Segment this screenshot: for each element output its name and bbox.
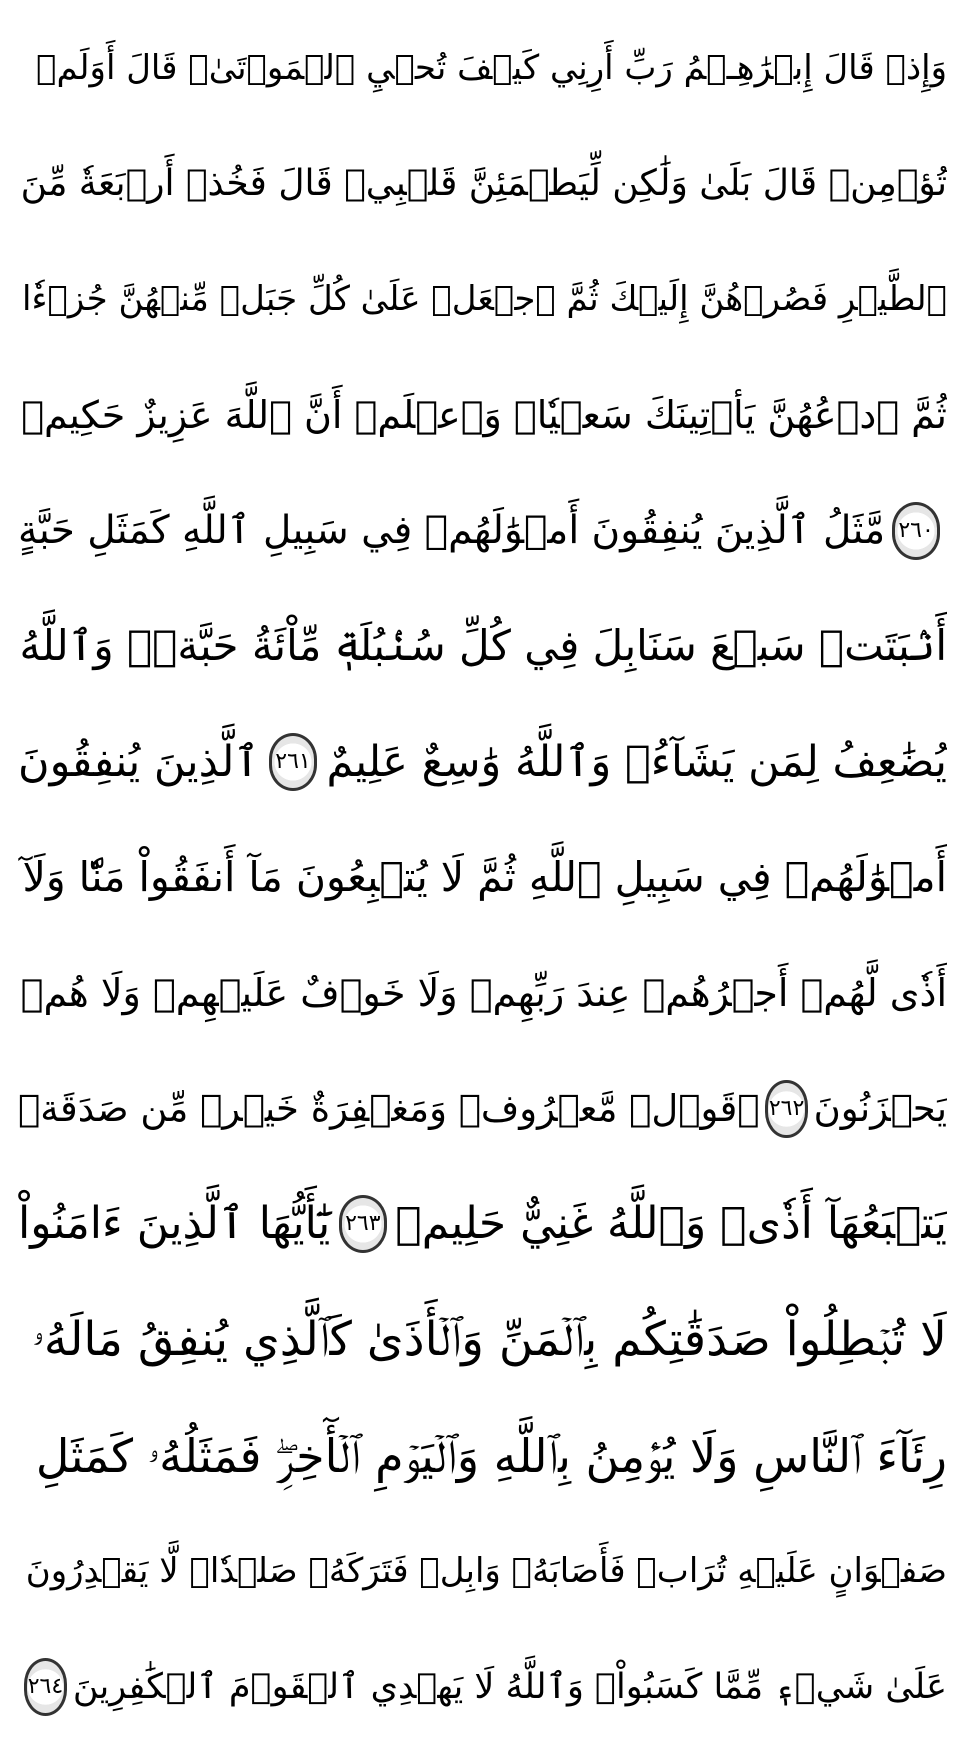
verse-line — [18, 138, 947, 230]
verse-text: ٱلطَّيۡرِ فَصُرۡهُنَّ إِلَيۡكَ ثُمَّ ٱجۡعَلۡ عَلَىٰ كُلِّ جَبَلٖ مِّنۡهُنَّ جُزۡءٗا — [22, 279, 947, 320]
verse-text: يَٰٓأَيُّهَا ٱلَّذِينَ ءَامَنُواْ — [18, 1198, 331, 1250]
verse-line — [18, 369, 947, 461]
ayah-number-marker: ٢٦٢ — [765, 1080, 807, 1138]
verse-text: يَتۡبَعُهَآ أَذٗىۗ وَٱللَّهُ غَنِيٌّ حَلِيمٞ — [395, 1198, 947, 1250]
verse-text: تُؤۡمِنۖ قَالَ بَلَىٰ وَلَٰكِن لِّيَطۡمَئِنَّ قَلۡبِيۖ قَالَ فَخُذۡ أَرۡبَعَةٗ مِّنَ — [20, 162, 947, 204]
verse-text: عَلَىٰ شَيۡءٖ مِّمَّا كَسَبُواْۗ وَٱللَّهُ لَا يَهۡدِي ٱلۡقَوۡمَ ٱلۡكَٰفِرِينَ — [72, 1666, 947, 1707]
verse-line — [18, 600, 947, 692]
ayah-number-marker: ٢٦٤ — [24, 1658, 67, 1716]
verse-text: يَحۡزَنُونَ — [813, 1086, 947, 1130]
verse-text: مَّثَلُ ٱلَّذِينَ يُنفِقُونَ أَمۡوَٰلَهُمۡ فِي سَبِيلِ ٱللَّهِ كَمَثَلِ حَبَّةٍ — [18, 507, 886, 553]
verse-text: صَفۡوَانٍ عَلَيۡهِ تُرَابٞ فَأَصَابَهُۥ وَابِلٞ فَتَرَكَهُۥ صَلۡدٗاۖ لَّا يَقۡدِرُونَ — [25, 1551, 947, 1592]
verse-text: ثُمَّ ٱدۡعُهُنَّ يَأۡتِينَكَ سَعۡيٗاۚ وَٱعۡلَمۡ أَنَّ ٱللَّهَ عَزِيزٌ حَكِيمٞ — [21, 392, 947, 437]
verse-line — [18, 22, 947, 114]
verse-line — [18, 485, 947, 577]
ayah-number-marker: ٢٦٠ — [892, 502, 940, 560]
verse-line — [18, 1063, 947, 1155]
ayah-number-marker: ٢٦٣ — [339, 1195, 387, 1253]
verse-text: وَإِذۡ قَالَ إِبۡرَٰهِـۧمُ رَبِّ أَرِنِي كَيۡفَ تُحۡيِ ٱلۡمَوۡتَىٰۖ قَالَ أَوَلَمۡ — [36, 48, 947, 88]
verse-line — [18, 1178, 947, 1270]
verse-text: رِئَآءَ ٱلنَّاسِ وَلَا يُؤۡمِنُ بِٱللَّهِ وَٱلۡيَوۡمِ ٱلۡأٓخِرِۖ فَمَثَلُهُۥ كَمَثَلِ — [35, 1428, 947, 1483]
verse-line — [18, 1294, 947, 1386]
ayah-number-marker: ٢٦١ — [269, 733, 317, 791]
verse-text: ۞قَوۡلٞ مَّعۡرُوفٞ وَمَغۡفِرَةٌ خَيۡرٞ مِّن صَدَقَةٖ — [18, 1086, 760, 1130]
verse-text: أَنۢبَتَتۡ سَبۡعَ سَنَابِلَ فِي كُلِّ سُنۢبُلَةٖ مِّاْئَةُ حَبَّةٖۗ وَٱللَّهُ — [19, 621, 947, 671]
verse-line — [18, 253, 947, 345]
verse-text: يُضَٰعِفُ لِمَن يَشَآءُۚ وَٱللَّهُ وَٰسِعٌ عَلِيمٌ — [326, 736, 947, 787]
verse-text: أَذٗى لَّهُمۡ أَجۡرُهُمۡ عِندَ رَبِّهِمۡ وَلَا خَوۡفٌ عَلَيۡهِمۡ وَلَا هُمۡ — [20, 971, 947, 1016]
verse-line — [18, 1410, 947, 1502]
verse-line — [18, 947, 947, 1039]
verse-line — [18, 1641, 947, 1733]
verse-line — [18, 1525, 947, 1617]
verse-text: ٱلَّذِينَ يُنفِقُونَ — [18, 736, 260, 787]
verse-text: أَمۡوَٰلَهُمۡ فِي سَبِيلِ ٱللَّهِ ثُمَّ لَا يُتۡبِعُونَ مَآ أَنفَقُواْ مَنّٗا وَلَآ — [22, 853, 947, 902]
verse-text: لَا تُبۡطِلُواْ صَدَقَٰتِكُم بِٱلۡمَنِّ وَٱلۡأَذَىٰ كَٱلَّذِي يُنفِقُ مَالَهُۥ — [32, 1312, 947, 1368]
verse-line — [18, 716, 947, 808]
verse-line — [18, 831, 947, 923]
